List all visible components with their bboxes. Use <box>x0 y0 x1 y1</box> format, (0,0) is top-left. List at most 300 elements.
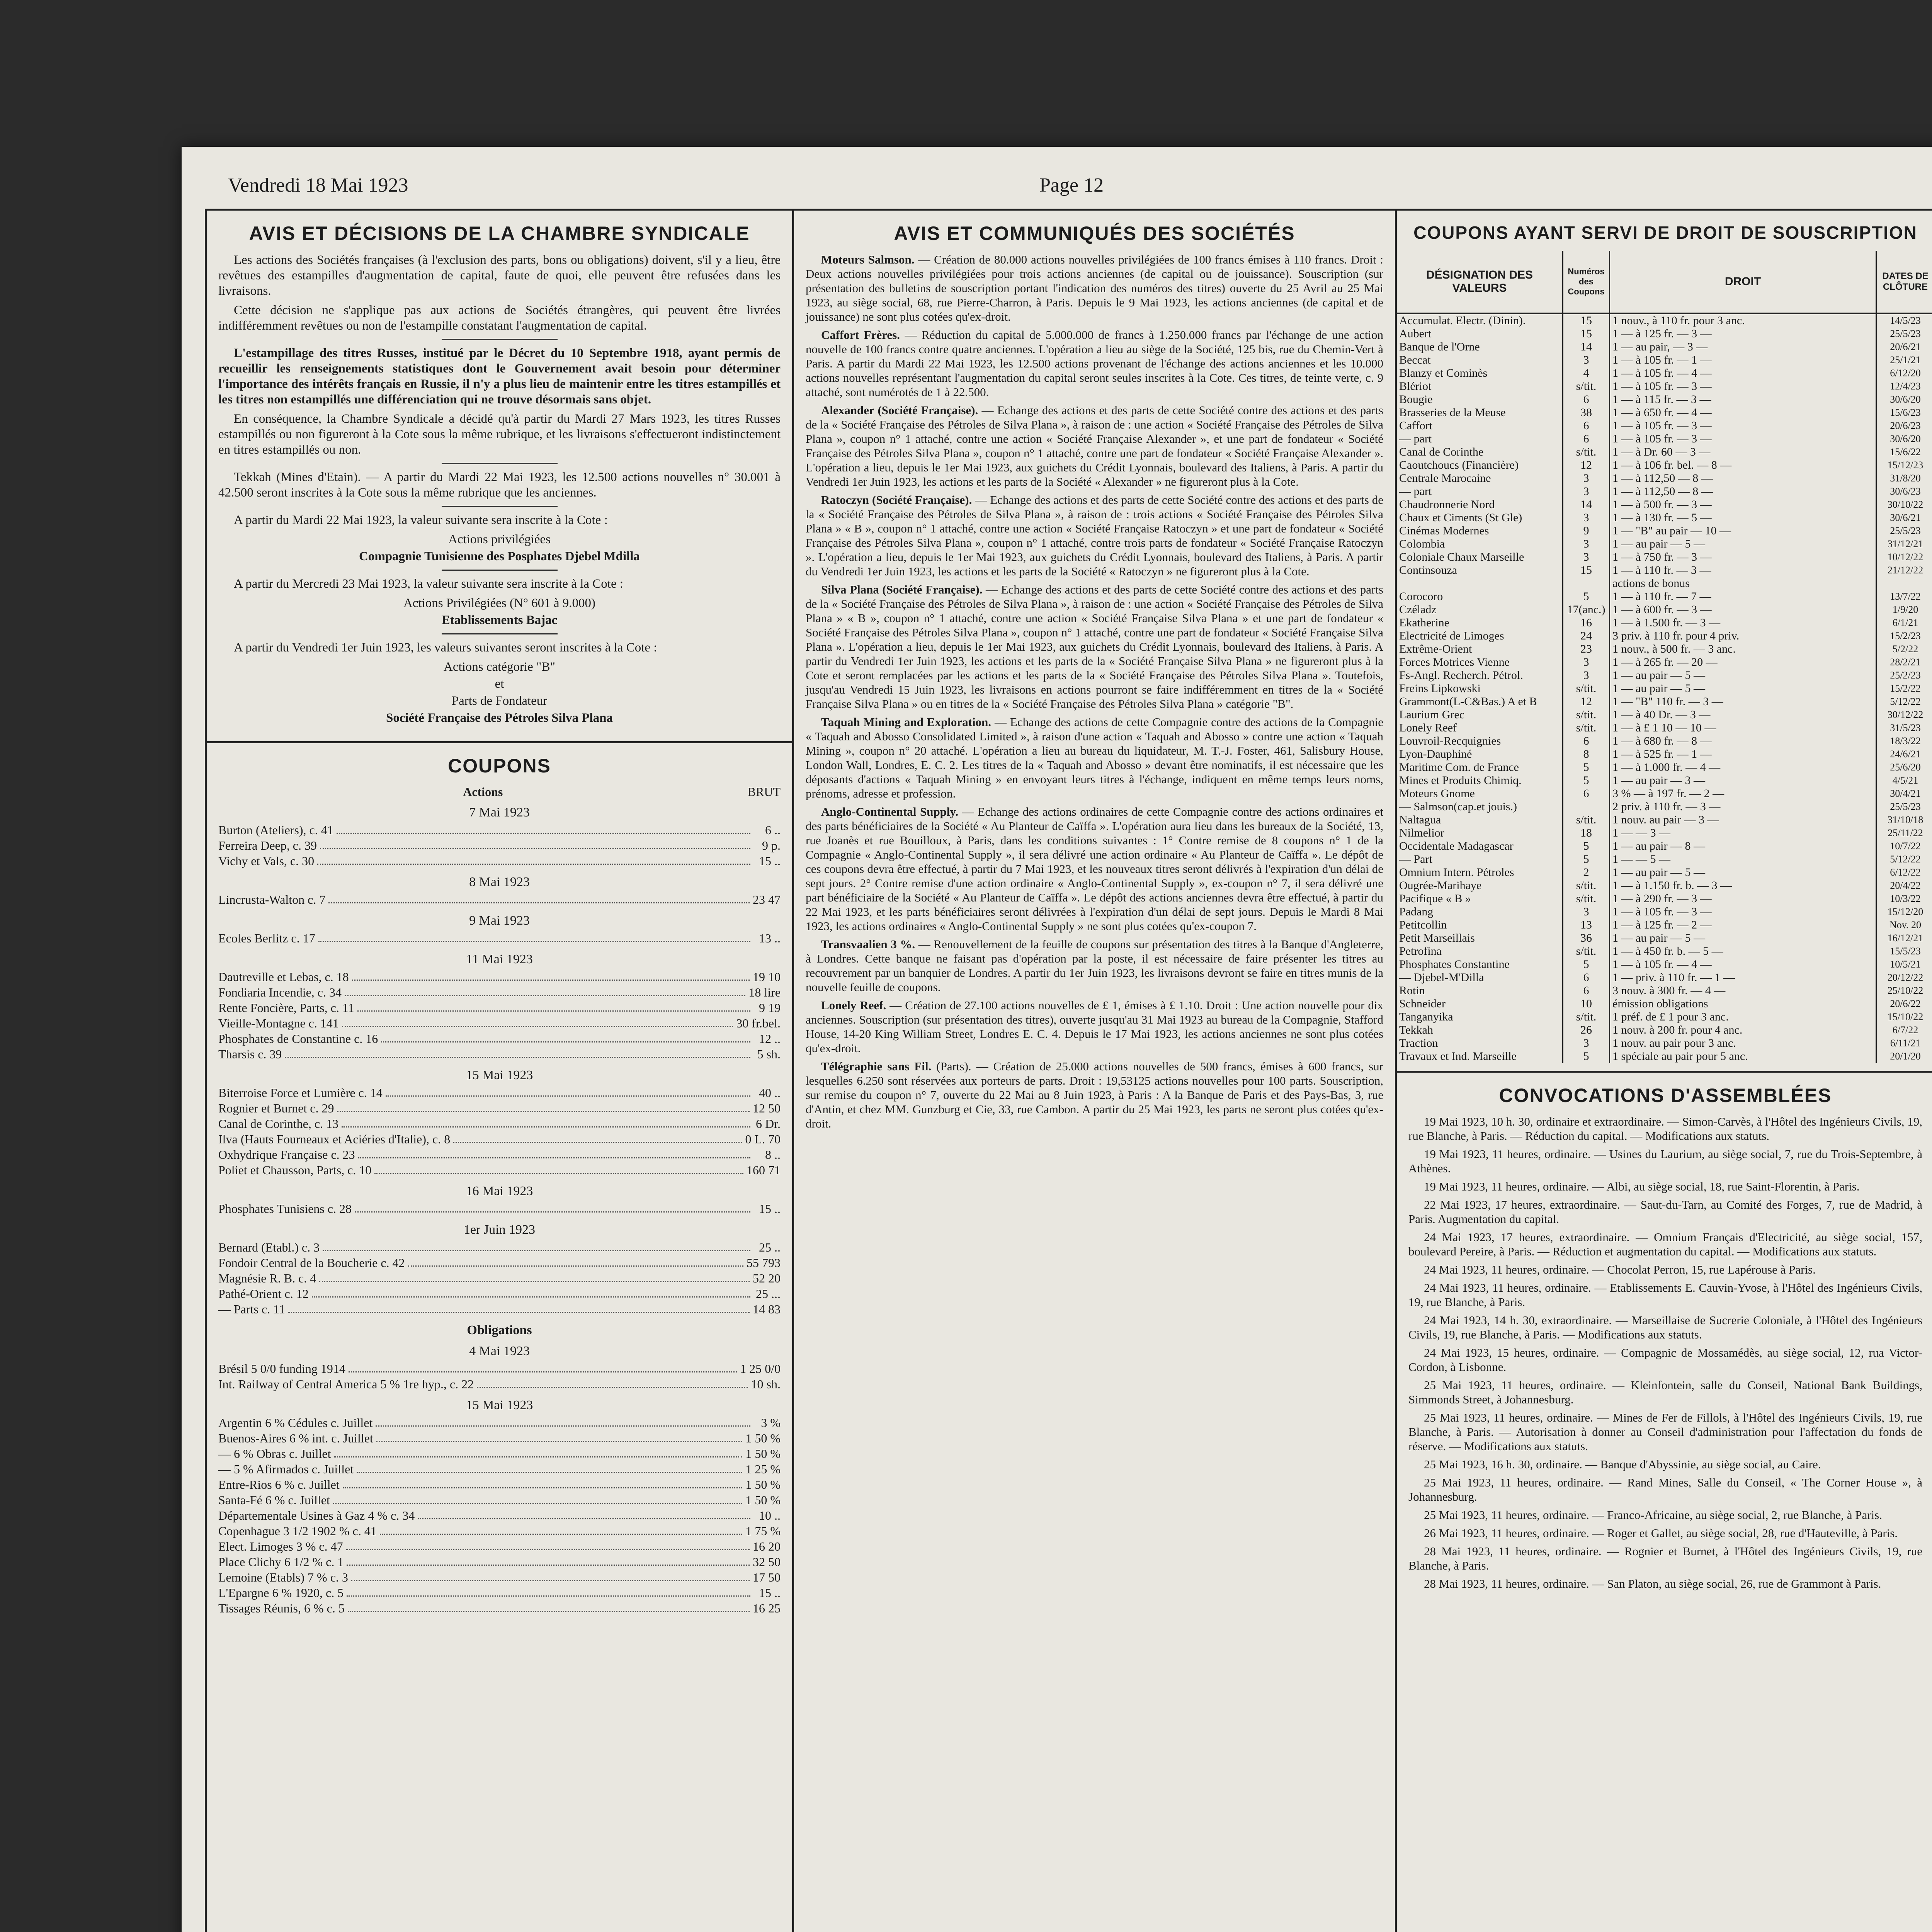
rights-name: — Djebel-M'Dilla <box>1397 971 1563 984</box>
communique-text: — Echange des actions ordinaires de cette Compagnie contre des actions ordinaires et des parts bénéficiaires de la Société « Au Planteur de Caïffa ». L'opération aura lieu dans les bureaux de la Société, 13, rue Joanès et rue Bouilloux, à Paris, dans les conditions suivantes : 1° Contre remise de 8 coupons n° 1 de la Compagnie « Anglo-Continental Supply », il sera délivré une action ordinaire « Au Planteur de Caïffa ». Le dépôt de ces coupons devra être effectué, à partir du 7 Mai 1923, et les nouveaux titres seront délivrés à l'expiration d'un délai de sept jours. 2° Contre remise d'une action ordinaire « Anglo-Continental Supply », ex-coupon n° 7, il sera délivré une part bénéficiaire de la Société « Au Planteur de Caïffa ». Le dépôt des actions anciennes devra être effectué, à partir du 22 Mai 1923, et les parts bénéficiaires seront délivrées à l'expiration d'un délai de sept jours. Depuis le Mardi 8 Mai 1923, les actions ordinaires « Anglo-Continental Supply » ne sont plus cotées qu'ex-coupon 7. <box>806 805 1383 933</box>
coupon-date: 4 Mai 1923 <box>469 1344 530 1358</box>
dot-leader <box>352 969 750 981</box>
rights-date: 6/7/22 <box>1892 1024 1918 1036</box>
dot-leader <box>357 1000 750 1012</box>
rights-row <box>1397 656 1932 669</box>
inscription-line: Etablissements Bajac <box>441 613 558 627</box>
coupon-value: 25 ... <box>756 1287 781 1301</box>
coupon-row <box>218 930 781 946</box>
section-divider <box>207 741 792 743</box>
coupon-name: Fondiaria Incendie, c. 34 <box>218 985 342 999</box>
rights-droit: 1 — à 110 fr. — 3 — <box>1610 564 1876 577</box>
rights-droit: 1 nouv., à 110 fr. pour 3 anc. <box>1610 313 1876 327</box>
communique-text: — Renouvellement de la feuille de coupons sur présentation des titres à la Banque d'Angleterre, à Londres. Cette banque ne faisant pas d'opération par la poste, il est nécessaire de faire présenter les titres au recouvrement par un banquier de Londres. A partir du 1er Juin 1923, les livraisons devront se faire en titres munis de la nouvelle feuille de coupons. <box>806 937 1383 994</box>
coupon-row <box>218 1000 781 1015</box>
dot-leader <box>381 1031 750 1043</box>
communique-item <box>806 998 1383 1055</box>
communique-item <box>806 493 1383 578</box>
coupon-row <box>218 1461 781 1477</box>
coupon-row <box>218 1147 781 1162</box>
rights-name: Occidentale Madagascar <box>1397 840 1563 853</box>
rights-droit: 1 — à 450 fr. b. — 5 — <box>1610 945 1876 958</box>
coupon-name: Burton (Ateliers), c. 41 <box>218 823 333 837</box>
rights-coupon: 4 <box>1563 367 1610 380</box>
coupon-name: — Parts c. 11 <box>218 1302 286 1316</box>
rights-table <box>1397 251 1932 1063</box>
dot-leader <box>376 1430 743 1442</box>
rights-date: 4/5/21 <box>1892 775 1918 786</box>
coupon-row <box>218 892 781 907</box>
coupon-row <box>218 1085 781 1100</box>
rights-droit: 1 nouv., à 500 fr. — 3 anc. <box>1610 643 1876 656</box>
convocation-item: 25 Mai 1923, 11 heures, ordinaire. — Franco-Africaine, au siège social, 2, rue Blanche, à Paris. <box>1424 1508 1882 1522</box>
communique-text: — Réduction du capital de 5.000.000 de francs à 1.250.000 francs par l'échange de une action nouvelle de 100 francs contre quatre anciennes. L'opération a lieu au siège de la Société, 125 bis, rue du Chemin-Vert à Paris. A partir du Mardi 22 Mai 1923, les 12.500 actions provenant de l'échange des actions anciennes et les 10.000 actions nouvelles représentant l'augmentation du capital seront seules inscrites à la Cote. Ces titres, de teinte verte, c. 9 attaché, sont numérotés de 1 à 22.500. <box>806 328 1383 399</box>
rights-name: Extrême-Orient <box>1397 643 1563 656</box>
coupon-name: Ferreira Deep, c. 39 <box>218 838 317 852</box>
communique-item <box>806 328 1383 399</box>
rights-name: Accumulat. Electr. (Dinin). <box>1397 313 1563 327</box>
rights-date: 20/12/22 <box>1887 972 1923 983</box>
dot-leader <box>328 892 750 903</box>
inscription-line: Parts de Fondateur <box>451 694 548 708</box>
rights-droit: 1 nouv. au pair — 3 — <box>1610 813 1876 827</box>
rights-droit: 1 — à 680 fr. — 8 — <box>1610 735 1876 748</box>
coupon-value: 1 50 % <box>745 1431 781 1445</box>
rights-name: Schneider <box>1397 997 1563 1010</box>
rights-row <box>1397 958 1932 971</box>
coupon-row <box>218 1031 781 1046</box>
divider-rule <box>442 506 558 507</box>
rights-name: Aubert <box>1397 327 1563 340</box>
rights-name: Caffort <box>1397 419 1563 432</box>
coupon-date: 7 Mai 1923 <box>469 805 530 820</box>
rights-date: 10/3/22 <box>1890 893 1921 904</box>
paragraph: L'estampillage des titres Russes, institué par le Décret du 10 Septembre 1918, ayant permis de recueillir les renseignements statistiques dont le Gouvernement avait besoin pour déterminer l'importance des intérêts français en Russie, il n'y a plus lieu de maintenir entre les titres estampillés et les titres non estampillés une différenciation qui ne trouve désormais sans objet. <box>218 346 781 406</box>
rights-coupon: 3 <box>1563 354 1610 367</box>
rights-droit: 1 — à 1.000 fr. — 4 — <box>1610 761 1876 774</box>
rights-coupon: 3 <box>1563 551 1610 564</box>
coupon-name: Magnésie R. B. c. 4 <box>218 1271 316 1285</box>
coupon-row <box>218 1131 781 1147</box>
rights-droit: 2 priv. à 110 fr. — 3 — <box>1610 800 1876 813</box>
rights-name <box>1397 577 1563 590</box>
rights-row <box>1397 971 1932 984</box>
rights-date: 15/12/20 <box>1887 906 1923 917</box>
coupon-value: 17 50 <box>753 1570 781 1584</box>
coupon-row <box>218 1446 781 1461</box>
rights-row <box>1397 879 1932 892</box>
rights-row <box>1397 1010 1932 1024</box>
coupon-value: 19 10 <box>753 970 781 984</box>
coupon-row <box>218 1240 781 1255</box>
convocation-item: 19 Mai 1923, 11 heures, ordinaire. — Usines du Laurium, au siège social, 7, rue du Trois-Septembre, à Athènes. <box>1408 1147 1922 1175</box>
coupon-name: Tharsis c. 39 <box>218 1047 282 1061</box>
coupon-name: Copenhague 3 1/2 1902 % c. 41 <box>218 1524 377 1538</box>
communique-item <box>806 252 1383 324</box>
rights-droit: 1 — priv. à 110 fr. — 1 — <box>1610 971 1876 984</box>
divider-rule <box>442 570 558 571</box>
paragraph: A partir du Mardi 22 Mai 1923, la valeur suivante sera inscrite à la Cote : <box>234 513 608 527</box>
coupon-name: Ecoles Berlitz c. 17 <box>218 931 315 945</box>
coupon-name: Entre-Rios 6 % c. Juillet <box>218 1478 340 1492</box>
communique-text: — Création de 80.000 actions nouvelles privilégiées de 100 francs émises à 110 francs. Droit : Deux actions nouvelles privilégiées pour trois actions anciennes (de capital ou de jouissance). Souscription (sur présentation des bulletins de souscription portant l'indication des numéros des titres) ouverte du 25 Avril au 25 Mai 1923, au siège social, 68, rue Pierre-Charron, à Paris. Depuis le 9 Mai 1923, les actions anciennes (de capital et de jouissance) ne sont plus cotées qu'ex-droit. <box>806 253 1383 323</box>
rights-droit: 1 — à 105 fr. — 4 — <box>1610 958 1876 971</box>
dot-leader <box>374 1162 743 1174</box>
rights-coupon: 5 <box>1563 853 1610 866</box>
rights-name: Bougie <box>1397 393 1563 406</box>
rights-name: Lonely Reef <box>1397 721 1563 735</box>
communique-item <box>806 937 1383 994</box>
dot-leader <box>349 1361 737 1372</box>
rights-name: — Salmson(cap.et jouis.) <box>1397 800 1563 813</box>
rights-droit: 1 — — 5 — <box>1610 853 1876 866</box>
convocation-item: 24 Mai 1923, 17 heures, extraordinaire. — Omnium Français d'Electricité, au siège social, 157, boulevard Pereire, à Paris. — Réduction et augmentation du capital. — Modifications aux statuts. <box>1408 1230 1922 1258</box>
rights-coupon: 18 <box>1563 827 1610 840</box>
rights-coupon: 3 <box>1563 669 1610 682</box>
rights-date: 24/6/21 <box>1890 748 1921 760</box>
rights-coupon: 16 <box>1563 616 1610 629</box>
coupon-row <box>218 985 781 1000</box>
rights-name: — part <box>1397 485 1563 498</box>
convocation-item: 19 Mai 1923, 11 heures, ordinaire. — Albi, au siège social, 18, rue Saint-Florentin, à Paris. <box>1424 1180 1860 1193</box>
rights-date: 30/6/21 <box>1890 512 1921 523</box>
coupon-value: 18 lire <box>748 985 781 999</box>
rights-name: Mines et Produits Chimiq. <box>1397 774 1563 787</box>
rights-droit: 1 — à 112,50 — 8 — <box>1610 472 1876 485</box>
inscription-line: Actions privilégiées <box>448 532 551 546</box>
rights-date: 6/12/20 <box>1890 367 1921 379</box>
rights-coupon: 13 <box>1563 918 1610 932</box>
rights-droit: 1 — à £ 1 10 — 10 — <box>1610 721 1876 735</box>
rights-date: 25/6/20 <box>1890 762 1921 773</box>
dot-leader <box>418 1508 750 1519</box>
rights-coupon: 3 <box>1563 537 1610 551</box>
rights-name: Petitcollin <box>1397 918 1563 932</box>
rights-row <box>1397 748 1932 761</box>
rights-coupon: s/tit. <box>1563 446 1610 459</box>
rights-date: 25/10/22 <box>1887 985 1923 996</box>
dot-leader <box>358 1147 750 1158</box>
rights-droit: 1 spéciale au pair pour 5 anc. <box>1610 1050 1876 1063</box>
rights-row <box>1397 485 1932 498</box>
coupon-row <box>218 1430 781 1446</box>
rights-name: Centrale Marocaine <box>1397 472 1563 485</box>
col-communiques <box>794 211 1395 1932</box>
coupon-date: 16 Mai 1923 <box>466 1184 533 1198</box>
rights-coupon: 17(anc.) <box>1563 603 1610 616</box>
rights-row <box>1397 459 1932 472</box>
convocation-item: 25 Mai 1923, 11 heures, ordinaire. — Mines de Fer de Fillols, à l'Hôtel des Ingénieurs Civils, 19, rue Blanche, à Paris. — Autorisation à donner au Conseil d'administration pour l'affectation du fonds de réserve. — Modifications aux statuts. <box>1408 1411 1922 1453</box>
rights-coupon: 3 <box>1563 511 1610 524</box>
dot-leader <box>355 1201 750 1213</box>
dot-leader <box>342 1015 733 1027</box>
rights-row <box>1397 1050 1932 1063</box>
communique-company: Alexander (Société Française). <box>821 403 978 417</box>
rights-droit: 1 — à 105 fr. — 3 — <box>1610 419 1876 432</box>
rights-droit: 1 — au pair — 3 — <box>1610 774 1876 787</box>
convocation-item: 25 Mai 1923, 11 heures, ordinaire. — Rand Mines, Salle du Conseil, « The Corner House », à Johannesburg. <box>1408 1476 1922 1503</box>
rights-coupon: 12 <box>1563 695 1610 708</box>
rights-row <box>1397 380 1932 393</box>
coupon-name: Phosphates Tunisiens c. 28 <box>218 1202 352 1216</box>
rights-coupon: 26 <box>1563 1024 1610 1037</box>
coupon-date: 11 Mai 1923 <box>466 952 533 966</box>
coupon-row <box>218 838 781 853</box>
section-title-coupons-droit: COUPONS AYANT SERVI DE DROIT DE SOUSCRIPTION <box>1413 223 1917 243</box>
col-coupons-droit <box>1397 211 1932 1932</box>
rights-droit: 1 — "B" 110 fr. — 3 — <box>1610 695 1876 708</box>
convocation-item: 22 Mai 1923, 17 heures, extraordinaire. — Saut-du-Tarn, au Comité des Forges, 7, rue de Madrid, à Paris. Augmentation du capital. <box>1408 1198 1922 1226</box>
rights-droit: 1 — à 650 fr. — 4 — <box>1610 406 1876 419</box>
rights-row <box>1397 551 1932 564</box>
rights-name: Nilmelior <box>1397 827 1563 840</box>
dot-leader <box>477 1376 748 1388</box>
rights-date: 6/11/21 <box>1890 1037 1921 1049</box>
rights-row <box>1397 340 1932 354</box>
rights-name: Cinémas Modernes <box>1397 524 1563 537</box>
communique-company: Taquah Mining and Exploration. <box>821 715 992 729</box>
rights-coupon: 6 <box>1563 984 1610 997</box>
coupon-value: 55 793 <box>747 1256 781 1270</box>
dot-leader <box>342 1116 750 1128</box>
coupon-value: 1 75 % <box>745 1524 781 1538</box>
coupon-value: 6 .. <box>765 823 781 837</box>
coupon-date: 15 Mai 1923 <box>466 1068 533 1082</box>
th-droit: DROIT <box>1610 251 1876 313</box>
rights-row <box>1397 708 1932 721</box>
coupon-name: Pathé-Orient c. 12 <box>218 1287 309 1301</box>
inscription-line: Compagnie Tunisienne des Posphates Djebel Mdilla <box>359 549 640 563</box>
coupon-value: 25 .. <box>759 1240 781 1254</box>
rights-date: 20/1/20 <box>1890 1051 1921 1062</box>
rights-droit: 3 priv. à 110 fr. pour 4 priv. <box>1610 629 1876 643</box>
dot-leader <box>334 1446 743 1458</box>
coupon-row <box>218 1116 781 1131</box>
rights-name: Lyon-Dauphiné <box>1397 748 1563 761</box>
rights-coupon: 5 <box>1563 958 1610 971</box>
coupon-row <box>218 1201 781 1216</box>
obligations-title: Obligations <box>467 1323 532 1337</box>
rights-row <box>1397 945 1932 958</box>
rights-droit: 1 — à 105 fr. — 3 — <box>1610 432 1876 446</box>
coupon-value: 16 20 <box>753 1539 781 1553</box>
rights-date: 31/10/18 <box>1887 814 1923 825</box>
rights-row <box>1397 472 1932 485</box>
rights-row <box>1397 695 1932 708</box>
coupon-name: Elect. Limoges 3 % c. 47 <box>218 1539 343 1553</box>
rights-name: Tekkah <box>1397 1024 1563 1037</box>
rights-coupon: 3 <box>1563 905 1610 918</box>
coupon-row <box>218 1554 781 1570</box>
rights-row <box>1397 721 1932 735</box>
rights-row <box>1397 616 1932 629</box>
rights-name: Coloniale Chaux Marseille <box>1397 551 1563 564</box>
rights-droit: actions de bonus <box>1610 577 1876 590</box>
rights-date: 5/2/22 <box>1892 643 1918 655</box>
rights-name: — part <box>1397 432 1563 446</box>
rights-name: Petrofina <box>1397 945 1563 958</box>
convocation-item: 24 Mai 1923, 14 h. 30, extraordinaire. — Marseillaise de Sucrerie Coloniale, à l'Hôtel des Ingénieurs Civils, 19, rue Blanche, à Paris. — Modifications aux statuts. <box>1408 1313 1922 1341</box>
rights-date: 30/6/20 <box>1890 394 1921 405</box>
communique-item <box>806 1059 1383 1131</box>
coupon-value: 13 .. <box>759 931 781 945</box>
coupons-col-actions: Actions <box>463 785 503 799</box>
rights-row <box>1397 446 1932 459</box>
rights-name: Grammont(L-C&Bas.) A et B <box>1397 695 1563 708</box>
rights-date: 10/12/22 <box>1887 551 1923 563</box>
convocation-item: 28 Mai 1923, 11 heures, ordinaire. — Rognier et Burnet, à l'Hôtel des Ingénieurs Civils, 19, rue Blanche, à Paris. <box>1408 1544 1922 1572</box>
rights-coupon: 8 <box>1563 748 1610 761</box>
rights-date: 14/5/23 <box>1890 315 1921 326</box>
rights-coupon: 6 <box>1563 393 1610 406</box>
rights-row <box>1397 354 1932 367</box>
coupon-value: 1 25 % <box>745 1462 781 1476</box>
dot-leader <box>317 853 750 865</box>
paragraph: A partir du Mercredi 23 Mai 1923, la valeur suivante sera inscrite à la Cote : <box>234 577 624 591</box>
communique-item <box>806 582 1383 711</box>
rights-date: 15/5/23 <box>1890 946 1921 957</box>
rights-date: 5/12/22 <box>1890 854 1921 865</box>
rights-date: 28/2/21 <box>1890 656 1921 668</box>
dot-leader <box>343 1477 743 1488</box>
page-frame <box>205 209 1932 1932</box>
coupon-row <box>218 1570 781 1585</box>
rights-row <box>1397 905 1932 918</box>
rights-row <box>1397 735 1932 748</box>
dot-leader <box>285 1046 750 1058</box>
rights-droit: 1 — à 750 fr. — 3 — <box>1610 551 1876 564</box>
coupon-row <box>218 1415 781 1430</box>
rights-date: 25/5/23 <box>1890 328 1921 339</box>
coupon-value: 32 50 <box>753 1555 781 1569</box>
rights-droit: 1 — à 125 fr. — 3 — <box>1610 327 1876 340</box>
coupon-name: Ilva (Hauts Fourneaux et Aciéries d'Italie), c. 8 <box>218 1132 451 1146</box>
coupon-name: Oxhydrique Française c. 23 <box>218 1148 355 1162</box>
coupon-value: 1 50 % <box>745 1447 781 1461</box>
communique-company: Anglo-Continental Supply. <box>821 805 959 818</box>
rights-droit: 1 — à 110 fr. — 7 — <box>1610 590 1876 603</box>
rights-droit: 3 % — à 197 fr. — 2 — <box>1610 787 1876 800</box>
rights-coupon: s/tit. <box>1563 682 1610 695</box>
rights-coupon: 3 <box>1563 1037 1610 1050</box>
rights-droit: émission obligations <box>1610 997 1876 1010</box>
coupon-row <box>218 822 781 838</box>
paragraph: Les actions des Sociétés françaises (à l'exclusion des parts, bons ou obligations) doivent, s'il y a lieu, être revêtues des estampilles d'augmentation de capital, faute de quoi, elle peuvent être refusées dans les livraisons. <box>218 253 781 298</box>
coupon-value: 6 Dr. <box>756 1117 781 1131</box>
rights-droit: 1 — à 1.500 fr. — 3 — <box>1610 616 1876 629</box>
rights-coupon: 6 <box>1563 787 1610 800</box>
rights-coupon: s/tit. <box>1563 892 1610 905</box>
coupon-row <box>218 1015 781 1031</box>
coupon-value: 10 sh. <box>751 1377 781 1391</box>
rights-name: Padang <box>1397 905 1563 918</box>
coupon-row <box>218 1376 781 1392</box>
rights-name: Petit Marseillais <box>1397 932 1563 945</box>
rights-row <box>1397 313 1932 327</box>
rights-name: Ougrée-Marihaye <box>1397 879 1563 892</box>
dot-leader <box>453 1131 742 1143</box>
coupon-value: 3 % <box>761 1416 781 1430</box>
rights-date: 15/6/23 <box>1890 407 1921 418</box>
rights-coupon: 38 <box>1563 406 1610 419</box>
rights-row <box>1397 406 1932 419</box>
rights-row <box>1397 629 1932 643</box>
coupon-name: Rente Foncière, Parts, c. 11 <box>218 1001 354 1015</box>
rights-coupon: 15 <box>1563 313 1610 327</box>
communique-company: Télégraphie sans Fil. <box>821 1060 932 1073</box>
rights-droit: 1 nouv. à 200 fr. pour 4 anc. <box>1610 1024 1876 1037</box>
rights-date: 1/9/20 <box>1892 604 1918 615</box>
rights-coupon: 3 <box>1563 472 1610 485</box>
rights-name: Forces Motrices Vienne <box>1397 656 1563 669</box>
communique-text: — Echange des actions et des parts de cette Société contre des actions et des parts de la « Société Française des Pétroles de Silva Plana », à raison de : une action « Société Française des Pétroles de Silva Plana » « B », coupon n° 1 attaché, contre une action « Société Française Silva Plana » et une part de fondateur « Société Française des Pétroles Silva Plana », coupon n° 1 attaché, contre une part de fondateur « Société Française Silva Plana ». L'opération a lieu, depuis le 1er Mai 1923, aux guichets du Crédit Lyonnais, boulevard des Italiens, à Paris. A partir du Vendredi 1er Juin 1923, les actions et les parts de la « Société Française Silva Plana » ne figureront plus à la Cote et seront remplacées par les actions et les parts de la « Société Française des Pétroles Silva Plana ». Toutefois, jusqu'au Vendredi 15 Juin 1923, les livraisons en actions pourront se faire indifféremment en titres de la « Société Française Silva Plana » ou en titres de la « Société Française des Pétroles Silva Plana » catégorie "B". <box>806 583 1383 711</box>
rights-row <box>1397 918 1932 932</box>
rights-row <box>1397 813 1932 827</box>
obligations-list <box>207 1344 792 1616</box>
communique-company: Moteurs Salmson. <box>821 253 915 266</box>
rights-row <box>1397 577 1932 590</box>
rights-date: 20/6/21 <box>1890 341 1921 352</box>
coupon-row <box>218 1539 781 1554</box>
rights-coupon: s/tit. <box>1563 380 1610 393</box>
communique-company: Transvaalien 3 %. <box>821 937 915 951</box>
page-header <box>228 170 1932 201</box>
coupon-value: 12 .. <box>759 1032 781 1046</box>
rights-row <box>1397 537 1932 551</box>
rights-row <box>1397 682 1932 695</box>
dot-leader <box>337 822 750 834</box>
coupon-value: 0 L. 70 <box>745 1132 781 1146</box>
rights-name: Caoutchoucs (Financière) <box>1397 459 1563 472</box>
coupon-name: Départementale Usines à Gaz 4 % c. 34 <box>218 1509 415 1522</box>
rights-droit: 3 nouv. à 300 fr. — 4 — <box>1610 984 1876 997</box>
section-title-communiques: AVIS ET COMMUNIQUÉS DES SOCIÉTÉS <box>894 223 1295 244</box>
rights-coupon: 5 <box>1563 761 1610 774</box>
coupon-date: 1er Juin 1923 <box>463 1223 536 1237</box>
convocation-item: 24 Mai 1923, 11 heures, ordinaire. — Etablissements E. Cauvin-Yvose, à l'Hôtel des Ingénieurs Civils, 19, rue Blanche, à Paris. <box>1408 1281 1922 1309</box>
rights-name: Maritime Com. de France <box>1397 761 1563 774</box>
rights-droit: 1 — à 115 fr. — 3 — <box>1610 393 1876 406</box>
rights-row <box>1397 603 1932 616</box>
rights-date: 15/6/22 <box>1890 446 1921 457</box>
rights-date: 30/6/23 <box>1890 486 1921 497</box>
rights-date: 31/8/20 <box>1890 473 1921 484</box>
rights-droit: 1 — à 106 fr. bel. — 8 — <box>1610 459 1876 472</box>
rights-name: Blériot <box>1397 380 1563 393</box>
convocation-item: 26 Mai 1923, 11 heures, ordinaire. — Roger et Gallet, au siège social, 28, rue d'Hauteville, à Paris. <box>1424 1526 1898 1540</box>
coupon-value: 10 .. <box>759 1509 781 1522</box>
coupon-value: 52 20 <box>753 1271 781 1285</box>
rights-date: 6/12/22 <box>1890 867 1921 878</box>
rights-droit: 1 — au pair — 5 — <box>1610 682 1876 695</box>
rights-name: Colombia <box>1397 537 1563 551</box>
coupon-value: 23 47 <box>753 893 781 906</box>
rights-coupon: 6 <box>1563 432 1610 446</box>
dot-leader <box>357 1461 742 1473</box>
rights-coupon: 6 <box>1563 735 1610 748</box>
rights-name: Chaux et Ciments (St Gle) <box>1397 511 1563 524</box>
coupon-value: 30 fr.bel. <box>736 1016 781 1030</box>
rights-droit: 1 — à 500 fr. — 3 — <box>1610 498 1876 511</box>
rights-row <box>1397 1024 1932 1037</box>
communique-text: — Echange des actions de cette Compagnie contre des actions de la Compagnie « Taquah and Abosso Consolidated Limited », à raison d'une action « Taquah and Abosso » contre une action « Taquah Mining », coupon n° 20 attaché. L'opération a lieu au bureau du liquidateur, M. T.-J. Foster, 461, Salisbury House, London Wall, Londres, E. C. 2. Les titres de la « Taquah and Abosso » devant être nominatifs, il est nécessaire que les déposants d'actions « Taquah Mining » en envoyant leurs titres à l'échange, indiquent en même temps leurs noms, prénoms, adresse et profession. <box>806 715 1384 800</box>
rights-droit: 1 — au pair — 8 — <box>1610 840 1876 853</box>
rights-date: Nov. 20 <box>1889 919 1922 930</box>
dot-leader <box>380 1523 743 1535</box>
rights-droit: 1 — à 105 fr. — 1 — <box>1610 354 1876 367</box>
convocation-item: 24 Mai 1923, 11 heures, ordinaire. — Chocolat Perron, 15, rue Lapérouse à Paris. <box>1424 1263 1816 1276</box>
coupon-row <box>218 1523 781 1539</box>
